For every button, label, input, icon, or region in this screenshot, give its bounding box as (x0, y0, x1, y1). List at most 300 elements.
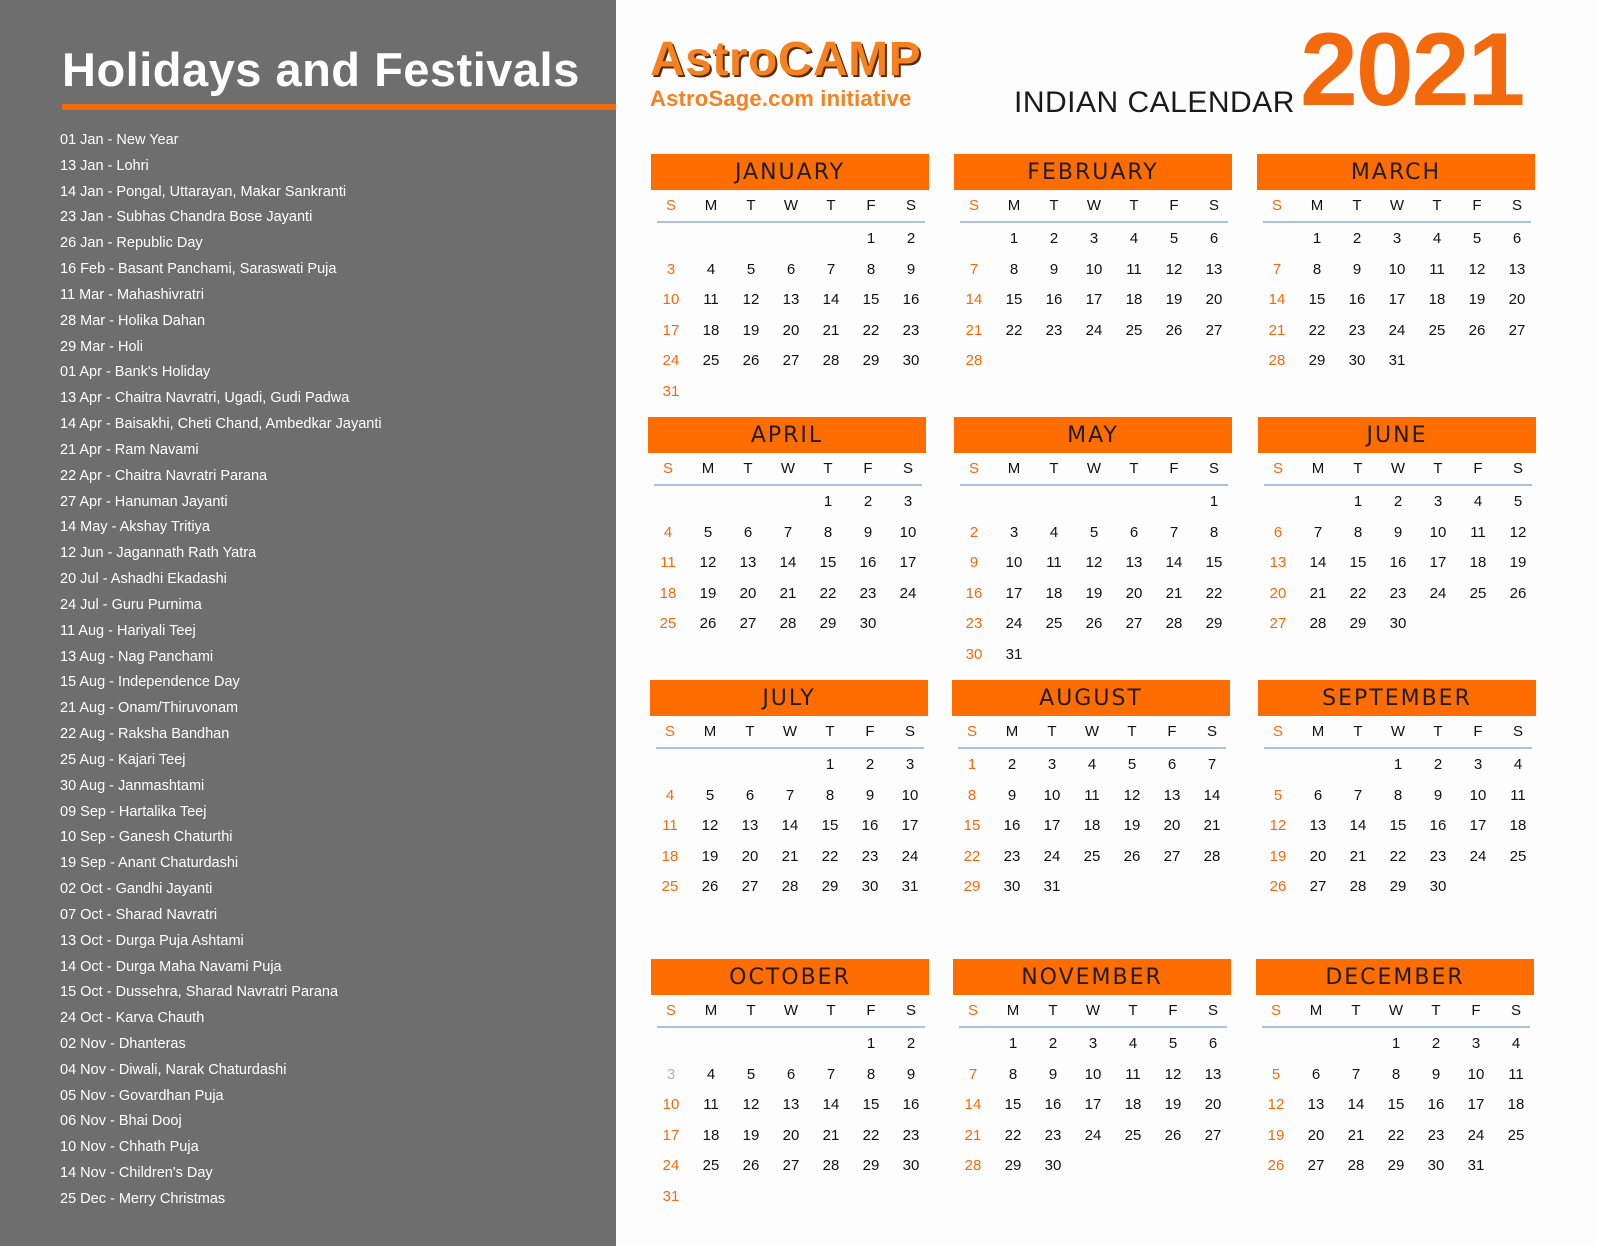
month-header: DECEMBER (1256, 959, 1534, 995)
day-cell: 7 (1272, 260, 1282, 278)
day-cell: 4 (1128, 1035, 1138, 1052)
day-cell: 30 (1429, 878, 1447, 895)
month-january (651, 154, 929, 407)
week-row (1258, 750, 1536, 781)
holiday-item: 07 Oct - Sharad Navratri (60, 906, 218, 923)
day-cell: 23 (1429, 847, 1447, 865)
holiday-item: 15 Oct - Dussehra, Sharad Navratri Parana (60, 984, 339, 1001)
month-days (1258, 487, 1536, 640)
weekday-label: T (1433, 723, 1443, 740)
weekday-header-row (1258, 455, 1536, 483)
day-cell: 6 (745, 786, 755, 804)
week-row (952, 811, 1230, 842)
holiday-item: 16 Feb - Basant Panchami, Saraswati Puja (60, 261, 337, 278)
day-cell: 18 (1124, 1096, 1142, 1113)
day-cell: 31 (901, 878, 919, 895)
weekday-header-row (651, 192, 929, 220)
day-cell: 20 (1125, 584, 1143, 602)
week-row (651, 346, 929, 377)
day-cell: 20 (1269, 584, 1287, 602)
weekday-label: S (968, 197, 979, 214)
day-cell: 2 (1431, 1035, 1441, 1052)
holiday-item: 02 Nov - Dhanteras (60, 1035, 186, 1052)
weekday-label: F (1169, 197, 1179, 214)
day-cell: 27 (1205, 321, 1223, 339)
day-cell: 27 (1125, 615, 1143, 632)
weekday-label: S (902, 460, 913, 477)
day-cell: 20 (782, 321, 800, 339)
weekday-label: F (1472, 197, 1482, 214)
day-cell: 11 (1510, 786, 1526, 804)
holiday-item: 14 Nov - Children's Day (60, 1165, 213, 1182)
day-cell: 16 (1348, 291, 1366, 308)
day-cell: 2 (1393, 493, 1403, 510)
day-cell: 11 (703, 1096, 719, 1113)
day-cell: 11 (1126, 260, 1142, 278)
day-cell: 24 (1043, 847, 1061, 865)
day-cell: 9 (969, 554, 979, 571)
day-cell: 12 (1468, 260, 1486, 278)
day-cell: 17 (1429, 554, 1447, 571)
weekday-label: T (746, 197, 756, 214)
day-cell: 29 (963, 878, 981, 895)
day-cell: 5 (1513, 493, 1523, 510)
weekday-label: F (1473, 460, 1483, 477)
day-cell: 18 (702, 1126, 720, 1144)
day-cell: 25 (1507, 1126, 1525, 1144)
weekday-divider (1264, 747, 1532, 749)
weekday-label: T (745, 723, 755, 740)
weekday-divider (1262, 1026, 1530, 1028)
day-cell: 9 (1393, 523, 1403, 541)
month-header: MAY (954, 417, 1232, 453)
weekday-header-row (648, 455, 926, 483)
day-cell: 16 (902, 291, 920, 308)
month-days (954, 224, 1232, 377)
holiday-item: 11 Mar - Mahashivratri (60, 286, 204, 303)
day-cell: 9 (906, 1065, 916, 1083)
day-cell: 17 (662, 321, 680, 339)
holiday-item: 19 Sep - Anant Chaturdashi (60, 855, 239, 872)
weekday-label: S (904, 723, 915, 740)
day-cell: 30 (1427, 1157, 1445, 1174)
day-cell: 18 (1469, 554, 1487, 571)
day-cell: 14 (964, 1096, 982, 1113)
weekday-label: T (826, 197, 836, 214)
day-cell: 18 (1507, 1096, 1525, 1113)
month-april (648, 417, 926, 640)
day-cell: 29 (862, 352, 880, 369)
day-cell: 16 (1003, 817, 1021, 834)
holiday-item: 09 Sep - Hartalika Teej (60, 803, 207, 820)
day-cell: 11 (1470, 523, 1486, 541)
day-cell: 1 (1312, 230, 1322, 247)
weekday-header-row (954, 455, 1232, 483)
week-row (651, 224, 929, 255)
week-row (952, 750, 1230, 781)
day-cell: 15 (821, 817, 839, 834)
day-cell: 13 (1269, 554, 1287, 571)
day-cell: 27 (1269, 615, 1287, 632)
day-cell: 28 (964, 1157, 982, 1174)
week-row (648, 548, 926, 579)
day-cell: 26 (1164, 1126, 1182, 1144)
day-cell: 21 (1309, 584, 1327, 602)
weekday-label: T (1129, 460, 1139, 477)
month-december (1256, 959, 1534, 1182)
holiday-item: 20 Jul - Ashadhi Ekadashi (60, 571, 227, 588)
weekday-header-row (1257, 192, 1535, 220)
day-cell: 13 (1309, 817, 1327, 834)
weekday-label: W (782, 723, 798, 740)
day-cell: 8 (866, 260, 876, 278)
day-cell: 3 (1009, 523, 1019, 541)
day-cell: 29 (1205, 615, 1223, 632)
weekday-label: T (746, 1002, 756, 1019)
day-cell: 10 (899, 523, 917, 541)
week-row (651, 1060, 929, 1091)
day-cell: 24 (1469, 847, 1487, 865)
day-cell: 6 (1208, 1035, 1218, 1052)
day-cell: 8 (1312, 260, 1322, 278)
day-cell: 23 (1348, 321, 1366, 339)
weekday-label: T (1353, 723, 1363, 740)
day-cell: 1 (825, 756, 835, 773)
day-cell: 13 (782, 1096, 800, 1113)
day-cell: 1 (967, 756, 977, 773)
week-row (953, 1060, 1231, 1091)
day-cell: 16 (1389, 554, 1407, 571)
weekday-label: M (1006, 1002, 1020, 1019)
day-cell: 24 (662, 352, 680, 369)
weekday-header-row (1256, 997, 1534, 1025)
weekday-label: S (1208, 197, 1219, 214)
weekday-label: T (1129, 197, 1139, 214)
day-cell: 14 (965, 291, 983, 308)
weekday-label: F (1168, 1002, 1178, 1019)
holiday-item: 10 Sep - Ganesh Chaturthi (60, 829, 233, 846)
weekday-label: S (905, 197, 916, 214)
week-row (651, 255, 929, 286)
month-header: JANUARY (651, 154, 929, 190)
day-cell: 24 (1388, 321, 1406, 339)
day-cell: 29 (1389, 878, 1407, 895)
weekday-divider (960, 221, 1228, 223)
calendar-label: INDIAN CALENDAR (1014, 86, 1295, 119)
day-cell: 3 (666, 260, 676, 278)
day-cell: 15 (1349, 554, 1367, 571)
day-cell: 12 (1269, 817, 1287, 834)
day-cell: 7 (783, 523, 793, 541)
day-cell: 7 (785, 786, 795, 804)
day-cell: 22 (963, 847, 981, 865)
month-june (1258, 417, 1536, 640)
month-days (954, 487, 1232, 670)
day-cell: 31 (1005, 645, 1023, 663)
day-cell: 7 (1169, 523, 1179, 541)
day-cell: 3 (666, 1065, 676, 1083)
day-cell: 19 (742, 321, 760, 339)
day-cell: 8 (1393, 786, 1403, 804)
day-cell: 13 (741, 817, 759, 834)
week-row (1258, 811, 1536, 842)
day-cell: 22 (1308, 321, 1326, 339)
holiday-item: 02 Oct - Gandhi Jayanti (60, 881, 213, 898)
day-cell: 6 (1313, 786, 1323, 804)
day-cell: 20 (1508, 291, 1526, 308)
day-cell: 22 (862, 1126, 880, 1144)
day-cell: 20 (1307, 1126, 1325, 1144)
holiday-item: 01 Jan - New Year (60, 132, 179, 148)
holiday-item: 14 Jan - Pongal, Uttarayan, Makar Sankranti (60, 183, 347, 200)
day-cell: 12 (1085, 554, 1103, 571)
day-cell: 19 (1468, 291, 1486, 308)
weekday-label: S (1272, 460, 1283, 477)
day-cell: 12 (701, 817, 719, 834)
week-row (650, 781, 928, 812)
day-cell: 10 (1429, 523, 1447, 541)
day-cell: 18 (1083, 817, 1101, 834)
month-header: APRIL (648, 417, 926, 453)
day-cell: 22 (819, 584, 837, 602)
week-row (1257, 346, 1535, 377)
day-cell: 16 (902, 1096, 920, 1113)
weekday-label: M (1007, 460, 1021, 477)
holiday-list (60, 128, 382, 1213)
week-row (954, 609, 1232, 640)
day-cell: 25 (1124, 1126, 1142, 1144)
day-cell: 9 (863, 523, 873, 541)
week-row (650, 842, 928, 873)
day-cell: 13 (1163, 786, 1181, 804)
day-cell: 19 (1509, 554, 1527, 571)
day-cell: 10 (1388, 260, 1406, 278)
day-cell: 9 (906, 260, 916, 278)
day-cell: 24 (1429, 584, 1447, 602)
day-cell: 23 (965, 615, 983, 632)
day-cell: 29 (1308, 352, 1326, 369)
weekday-label: W (1086, 197, 1102, 214)
weekday-label: T (1431, 1002, 1441, 1019)
day-cell: 24 (899, 584, 917, 602)
day-cell: 9 (865, 786, 875, 804)
holidays-sidebar (0, 0, 616, 1246)
day-cell: 30 (1044, 1157, 1062, 1174)
day-cell: 26 (699, 615, 717, 632)
day-cell: 21 (964, 1126, 982, 1144)
day-cell: 10 (1043, 786, 1061, 804)
day-cell: 19 (1164, 1096, 1182, 1113)
day-cell: 6 (786, 260, 796, 278)
weekday-label: F (865, 723, 875, 740)
week-row (651, 285, 929, 316)
day-cell: 15 (1389, 817, 1407, 834)
day-cell: 24 (1084, 1126, 1102, 1144)
day-cell: 16 (1429, 817, 1447, 834)
week-row (1258, 548, 1536, 579)
day-cell: 11 (703, 291, 719, 308)
weekday-label: M (701, 460, 715, 477)
weekday-label: S (966, 723, 977, 740)
day-cell: 10 (1084, 1065, 1102, 1083)
day-cell: 2 (906, 1035, 916, 1052)
weekday-divider (1263, 221, 1531, 223)
day-cell: 9 (1048, 1065, 1058, 1083)
day-cell: 10 (1085, 260, 1103, 278)
day-cell: 7 (1353, 786, 1363, 804)
day-cell: 19 (1269, 847, 1287, 865)
day-cell: 20 (1309, 847, 1327, 865)
day-cell: 27 (739, 615, 757, 632)
day-cell: 26 (742, 352, 760, 369)
month-october (651, 959, 929, 1212)
day-cell: 11 (1429, 260, 1445, 278)
weekday-label: S (1512, 723, 1523, 740)
day-cell: 11 (1125, 1065, 1141, 1083)
weekday-divider (960, 484, 1228, 486)
week-row (1258, 872, 1536, 903)
day-cell: 3 (1392, 230, 1402, 247)
weekday-label: W (1086, 460, 1102, 477)
day-cell: 28 (1349, 878, 1367, 895)
day-cell: 6 (786, 1065, 796, 1083)
day-cell: 14 (1165, 554, 1183, 571)
weekday-divider (1264, 484, 1532, 486)
day-cell: 18 (1125, 291, 1143, 308)
week-row (954, 518, 1232, 549)
week-row (954, 316, 1232, 347)
week-row (651, 1090, 929, 1121)
holiday-item: 01 Apr - Bank's Holiday (60, 364, 211, 381)
weekday-header-row (651, 997, 929, 1025)
day-cell: 7 (826, 1065, 836, 1083)
holidays-title: Holidays and Festivals (62, 43, 580, 96)
day-cell: 11 (1508, 1065, 1524, 1083)
day-cell: 20 (1205, 291, 1223, 308)
day-cell: 25 (661, 878, 679, 895)
month-days (1257, 224, 1535, 377)
day-cell: 4 (706, 260, 716, 278)
weekday-label: F (866, 197, 876, 214)
day-cell: 30 (1348, 352, 1366, 369)
day-cell: 25 (702, 1157, 720, 1174)
day-cell: 19 (1165, 291, 1183, 308)
day-cell: 21 (781, 847, 799, 865)
weekday-label: T (1048, 1002, 1058, 1019)
day-cell: 26 (701, 878, 719, 895)
day-cell: 15 (963, 817, 981, 834)
weekday-divider (959, 1026, 1227, 1028)
weekday-label: S (968, 460, 979, 477)
day-cell: 14 (781, 817, 799, 834)
holiday-item: 27 Apr - Hanuman Jayanti (60, 493, 228, 510)
day-cell: 27 (782, 1157, 800, 1174)
day-cell: 1 (1008, 1035, 1018, 1052)
week-row (651, 1121, 929, 1152)
day-cell: 15 (1004, 1096, 1022, 1113)
week-row (954, 640, 1232, 671)
day-cell: 23 (859, 584, 877, 602)
day-cell: 27 (1163, 847, 1181, 865)
day-cell: 4 (1129, 230, 1139, 247)
day-cell: 5 (1169, 230, 1179, 247)
day-cell: 17 (899, 554, 917, 571)
week-row (651, 377, 929, 408)
day-cell: 18 (1428, 291, 1446, 308)
week-row (1258, 579, 1536, 610)
day-cell: 27 (1204, 1126, 1222, 1144)
day-cell: 14 (779, 554, 797, 571)
weekday-label: T (826, 1002, 836, 1019)
month-header: JULY (650, 680, 928, 716)
brand-tagline: AstroSage.com initiative (650, 86, 912, 111)
day-cell: 19 (701, 847, 719, 865)
month-days (651, 1029, 929, 1212)
day-cell: 28 (781, 878, 799, 895)
day-cell: 28 (965, 352, 983, 369)
day-cell: 26 (1269, 878, 1287, 895)
holiday-item: 15 Aug - Independence Day (60, 674, 240, 691)
weekday-label: S (1512, 460, 1523, 477)
day-cell: 31 (1043, 878, 1061, 895)
day-cell: 4 (1432, 230, 1442, 247)
weekday-label: M (1309, 1002, 1323, 1019)
day-cell: 5 (1168, 1035, 1178, 1052)
day-cell: 1 (866, 1035, 876, 1052)
day-cell: 16 (965, 584, 983, 602)
weekday-label: T (1351, 1002, 1361, 1019)
weekday-label: S (1270, 1002, 1281, 1019)
week-row (651, 1151, 929, 1182)
day-cell: 25 (1083, 847, 1101, 865)
day-cell: 30 (902, 1157, 920, 1174)
day-cell: 22 (1389, 847, 1407, 865)
weekday-label: M (704, 197, 718, 214)
holiday-item: 13 Oct - Durga Puja Ashtami (60, 932, 244, 949)
month-header: AUGUST (952, 680, 1230, 716)
weekday-label: W (783, 197, 799, 214)
weekday-label: F (1167, 723, 1177, 740)
day-cell: 2 (1433, 756, 1443, 773)
weekday-label: S (664, 723, 675, 740)
day-cell: 24 (662, 1157, 680, 1174)
day-cell: 3 (1473, 756, 1483, 773)
day-cell: 26 (1267, 1157, 1285, 1174)
day-cell: 10 (662, 291, 680, 308)
holiday-item: 13 Apr - Chaitra Navratri, Ugadi, Gudi Padwa (60, 390, 350, 407)
holiday-item: 22 Apr - Chaitra Navratri Parana (60, 467, 268, 484)
day-cell: 24 (901, 847, 919, 865)
day-cell: 8 (866, 1065, 876, 1083)
day-cell: 19 (1085, 584, 1103, 602)
week-row (648, 518, 926, 549)
day-cell: 7 (968, 1065, 978, 1083)
day-cell: 26 (1085, 615, 1103, 632)
month-days (1256, 1029, 1534, 1182)
day-cell: 26 (1123, 847, 1141, 865)
holiday-item: 21 Aug - Onam/Thiruvonam (60, 700, 239, 717)
weekday-label: F (1169, 460, 1179, 477)
day-cell: 13 (1205, 260, 1223, 278)
day-cell: 5 (1472, 230, 1482, 247)
month-header: FEBRUARY (954, 154, 1232, 190)
day-cell: 8 (1008, 1065, 1018, 1083)
week-row (1258, 609, 1536, 640)
day-cell: 12 (1164, 1065, 1182, 1083)
day-cell: 6 (1273, 523, 1283, 541)
day-cell: 23 (1427, 1126, 1445, 1144)
week-row (954, 255, 1232, 286)
